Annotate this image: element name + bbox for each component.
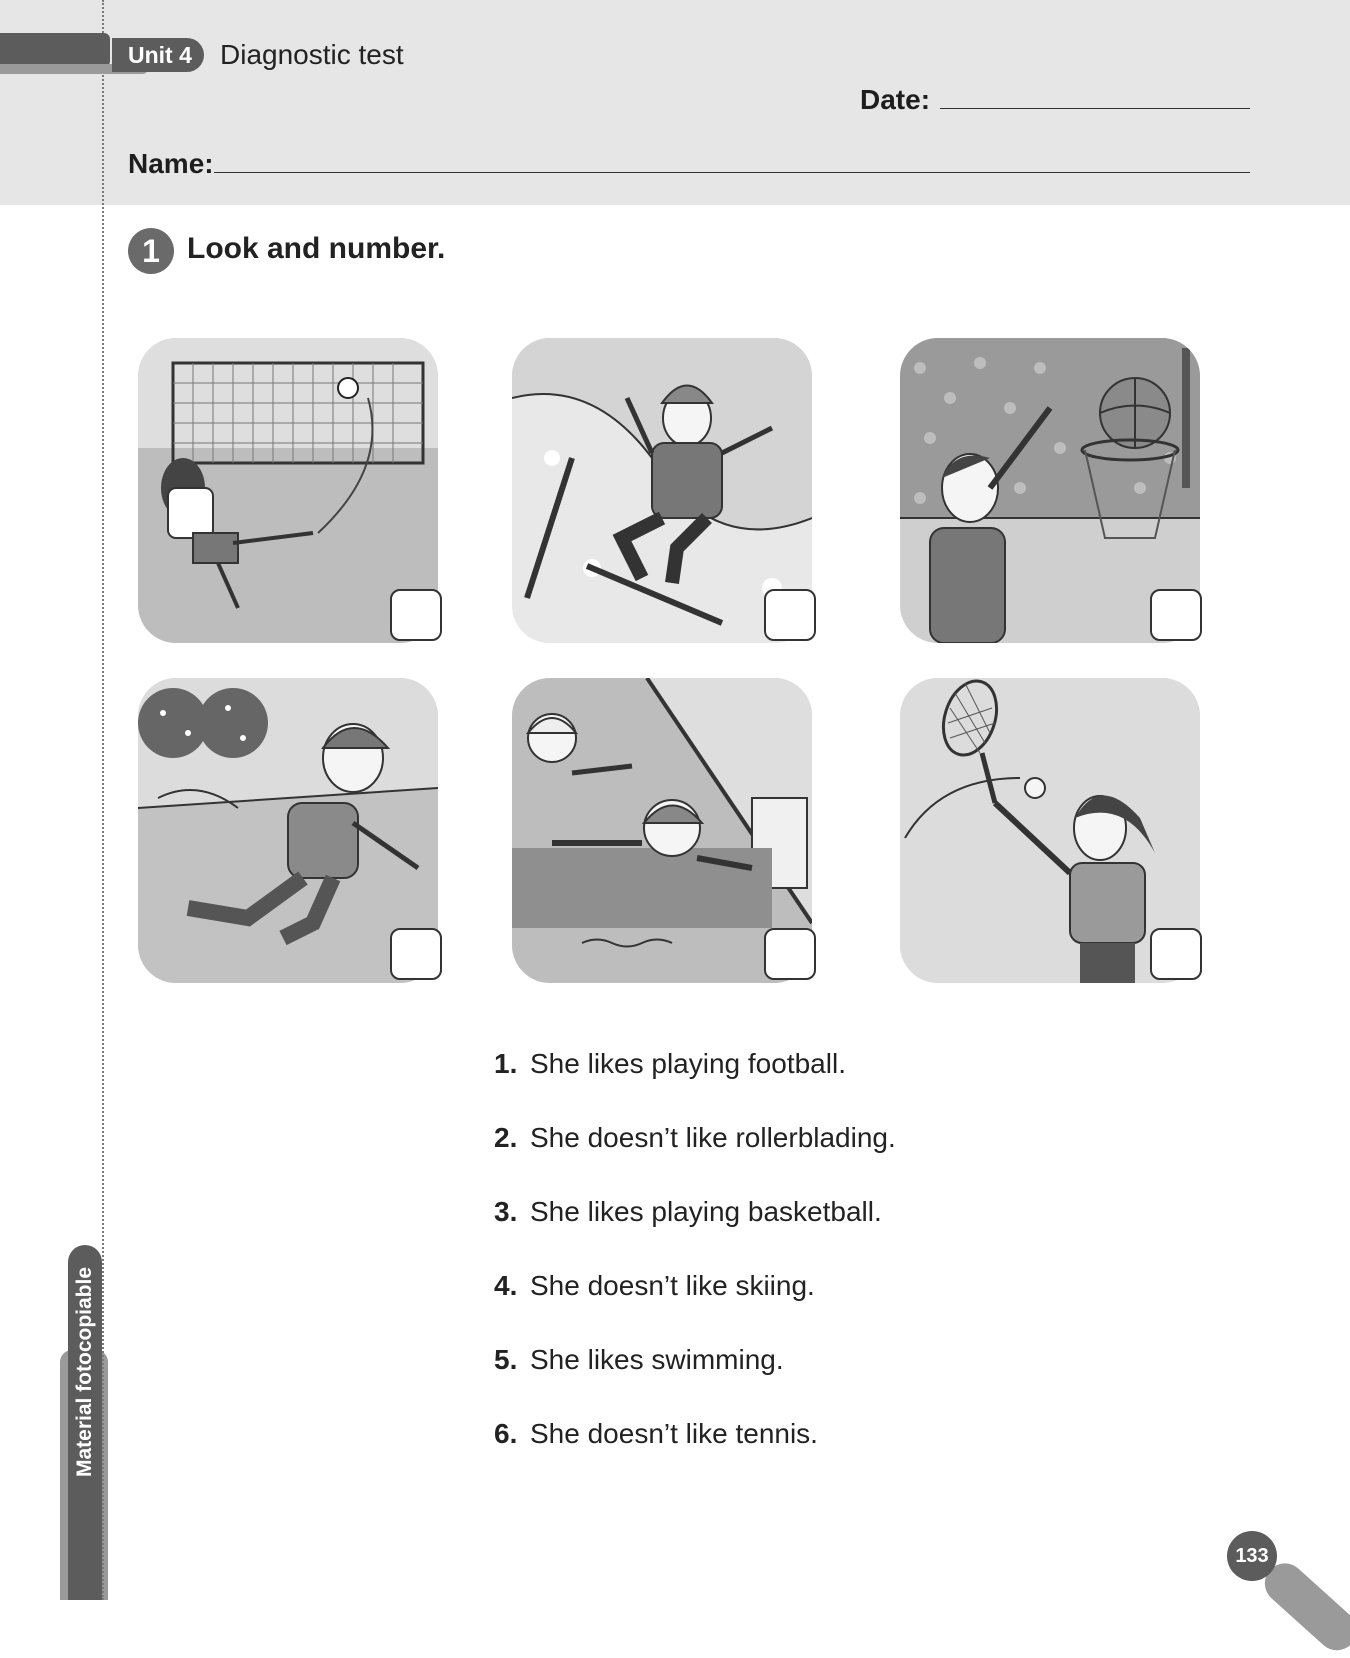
sentence-2 [494, 1122, 896, 1154]
sentence-text: She likes playing basketball. [530, 1196, 882, 1227]
sentence-text: She doesn’t like tennis. [530, 1418, 818, 1449]
name-field[interactable] [214, 172, 1250, 173]
answer-box-2[interactable] [764, 589, 816, 641]
exercise-instruction: Look and number. [187, 232, 446, 265]
sentence-text: She doesn’t like skiing. [530, 1270, 815, 1301]
answer-box-6[interactable] [1150, 928, 1202, 980]
photocopiable-label: Material fotocopiable [73, 1266, 96, 1478]
unit-tab-bar [0, 33, 110, 67]
date-label: Date: [860, 84, 931, 115]
exercise-number: 1 [128, 228, 174, 274]
name-label: Name: [128, 148, 214, 179]
sentence-number: 2. [494, 1122, 518, 1153]
answer-box-5[interactable] [764, 928, 816, 980]
sentence-number: 3. [494, 1196, 518, 1227]
sentence-number: 6. [494, 1418, 518, 1449]
cut-line [102, 0, 104, 1600]
page-title: Diagnostic test [220, 39, 404, 70]
answer-box-3[interactable] [1150, 589, 1202, 641]
sentence-number: 5. [494, 1344, 518, 1375]
answer-box-4[interactable] [390, 928, 442, 980]
answer-box-1[interactable] [390, 589, 442, 641]
sentence-4 [494, 1270, 815, 1302]
page-number: 133 [1227, 1531, 1277, 1581]
sentence-3 [494, 1196, 882, 1228]
sentence-number: 4. [494, 1270, 518, 1301]
sentence-text: She likes swimming. [530, 1344, 784, 1375]
sentence-text: She likes playing football. [530, 1048, 846, 1079]
sentence-6 [494, 1418, 818, 1450]
sentence-5 [494, 1344, 784, 1376]
sentence-1 [494, 1048, 846, 1080]
date-field[interactable] [940, 108, 1250, 109]
unit-badge: Unit 4 [112, 38, 204, 72]
sentence-text: She doesn’t like rollerblading. [530, 1122, 896, 1153]
sentence-number: 1. [494, 1048, 518, 1079]
